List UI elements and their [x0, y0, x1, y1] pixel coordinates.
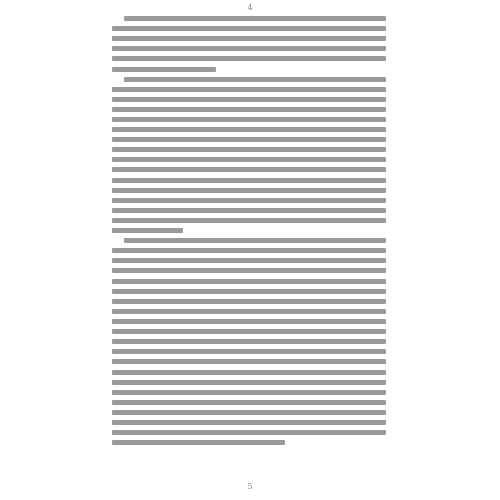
text-line — [112, 127, 386, 132]
text-line — [112, 279, 386, 284]
text-line — [112, 87, 386, 92]
text-line — [112, 147, 386, 152]
text-line — [124, 77, 386, 82]
text-line — [112, 329, 386, 334]
text-line — [112, 56, 386, 61]
text-line — [112, 198, 386, 203]
top-page-number: 4 — [247, 3, 253, 12]
text-line — [112, 248, 386, 253]
bottom-page-number: 5 — [247, 482, 253, 491]
text-line — [112, 208, 386, 213]
text-line — [112, 36, 386, 41]
text-line — [112, 157, 386, 162]
text-line — [112, 370, 386, 375]
text-line — [112, 380, 386, 385]
text-line — [112, 107, 386, 112]
text-line — [112, 258, 386, 263]
text-line — [112, 410, 386, 415]
text-line — [112, 268, 386, 273]
text-line — [112, 97, 386, 102]
text-line — [112, 228, 183, 233]
text-line — [112, 299, 386, 304]
text-line — [112, 218, 386, 223]
text-line — [112, 167, 386, 172]
text-line — [112, 67, 216, 72]
text-line — [112, 359, 386, 364]
text-line — [112, 430, 386, 435]
text-line — [124, 16, 386, 21]
text-line — [112, 339, 386, 344]
text-line — [112, 349, 386, 354]
text-line — [112, 117, 386, 122]
text-line — [112, 188, 386, 193]
text-line — [112, 137, 386, 142]
text-line — [112, 289, 386, 294]
text-line — [112, 390, 386, 395]
text-line — [112, 440, 285, 445]
text-line — [124, 238, 386, 243]
text-line — [112, 26, 386, 31]
text-line — [112, 319, 386, 324]
text-line — [112, 420, 386, 425]
text-line — [112, 46, 386, 51]
text-line — [112, 309, 386, 314]
text-line — [112, 178, 386, 183]
text-line — [112, 400, 386, 405]
